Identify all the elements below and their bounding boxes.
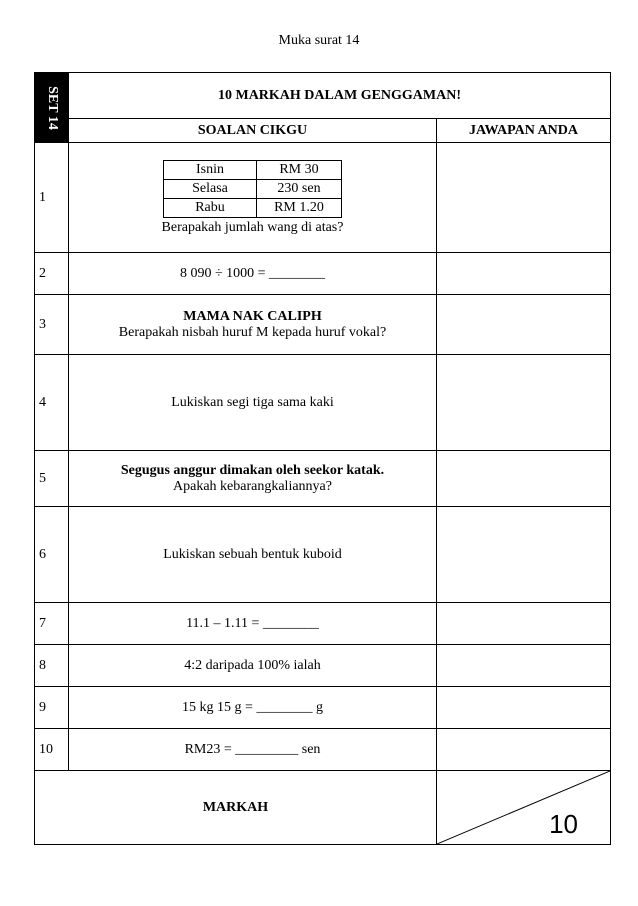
question-phrase: Segugus anggur dimakan oleh seekor katak. xyxy=(120,462,385,478)
markah-label: MARKAH xyxy=(35,771,437,845)
question-row xyxy=(35,603,611,645)
diagonal-divider xyxy=(437,771,610,844)
answer-box[interactable] xyxy=(437,295,611,355)
money-day: Isnin xyxy=(164,160,257,179)
money-day: Rabu xyxy=(164,198,257,217)
question-phrase: MAMA NAK CALIPH xyxy=(183,308,322,324)
question-number: 3 xyxy=(35,295,69,355)
question-number: 2 xyxy=(35,253,69,295)
answer-box[interactable] xyxy=(437,729,611,771)
question-row xyxy=(35,729,611,771)
answer-box[interactable] xyxy=(437,687,611,729)
question-number: 6 xyxy=(35,507,69,603)
question-text: RM23 = _________ sen xyxy=(69,729,437,771)
money-amount: RM 1.20 xyxy=(257,198,342,217)
question-number: 7 xyxy=(35,603,69,645)
question-prompt: Apakah kebarangkaliannya? xyxy=(173,478,332,494)
answer-box[interactable] xyxy=(437,143,611,253)
question-row xyxy=(35,295,611,355)
worksheet-table xyxy=(34,72,611,845)
question-row xyxy=(35,645,611,687)
money-amount: RM 30 xyxy=(257,160,342,179)
question-prompt: Berapakah jumlah wang di atas? xyxy=(161,219,344,235)
question-prompt: Berapakah nisbah huruf M kepada huruf vokal? xyxy=(118,324,387,340)
total-marks: 10 xyxy=(549,809,578,839)
answer-box[interactable] xyxy=(437,645,611,687)
answer-box[interactable] xyxy=(437,355,611,451)
question-text: 4:2 daripada 100% ialah xyxy=(69,645,437,687)
question-number: 9 xyxy=(35,687,69,729)
question-text xyxy=(69,143,437,253)
answer-box[interactable] xyxy=(437,451,611,507)
question-number: 1 xyxy=(35,143,69,253)
money-amount: 230 sen xyxy=(257,179,342,198)
question-text xyxy=(69,295,437,355)
set-label-cell xyxy=(35,73,69,143)
question-row xyxy=(35,687,611,729)
set-label: SET 14 xyxy=(44,85,60,130)
question-text xyxy=(69,451,437,507)
question-row xyxy=(35,355,611,451)
money-day: Selasa xyxy=(164,179,257,198)
markah-row xyxy=(35,771,611,845)
question-text: 11.1 – 1.11 = ________ xyxy=(69,603,437,645)
score-box[interactable] xyxy=(437,771,611,845)
question-row xyxy=(35,253,611,295)
answer-box[interactable] xyxy=(437,253,611,295)
answer-box[interactable] xyxy=(437,507,611,603)
question-text: Lukiskan sebuah bentuk kuboid xyxy=(69,507,437,603)
question-row xyxy=(35,507,611,603)
question-text: Lukiskan segi tiga sama kaki xyxy=(69,355,437,451)
column-header-answer: JAWAPAN ANDA xyxy=(437,119,611,143)
question-number: 10 xyxy=(35,729,69,771)
page-number-header: Muka surat 14 xyxy=(278,33,360,48)
question-number: 5 xyxy=(35,451,69,507)
worksheet-title: 10 MARKAH DALAM GENGGAMAN! xyxy=(69,73,611,119)
money-table xyxy=(163,160,342,218)
column-header-question: SOALAN CIKGU xyxy=(69,119,437,143)
question-text: 8 090 ÷ 1000 = ________ xyxy=(69,253,437,295)
question-number: 4 xyxy=(35,355,69,451)
question-row xyxy=(35,143,611,253)
question-number: 8 xyxy=(35,645,69,687)
answer-box[interactable] xyxy=(437,603,611,645)
question-text: 15 kg 15 g = ________ g xyxy=(69,687,437,729)
question-row xyxy=(35,451,611,507)
